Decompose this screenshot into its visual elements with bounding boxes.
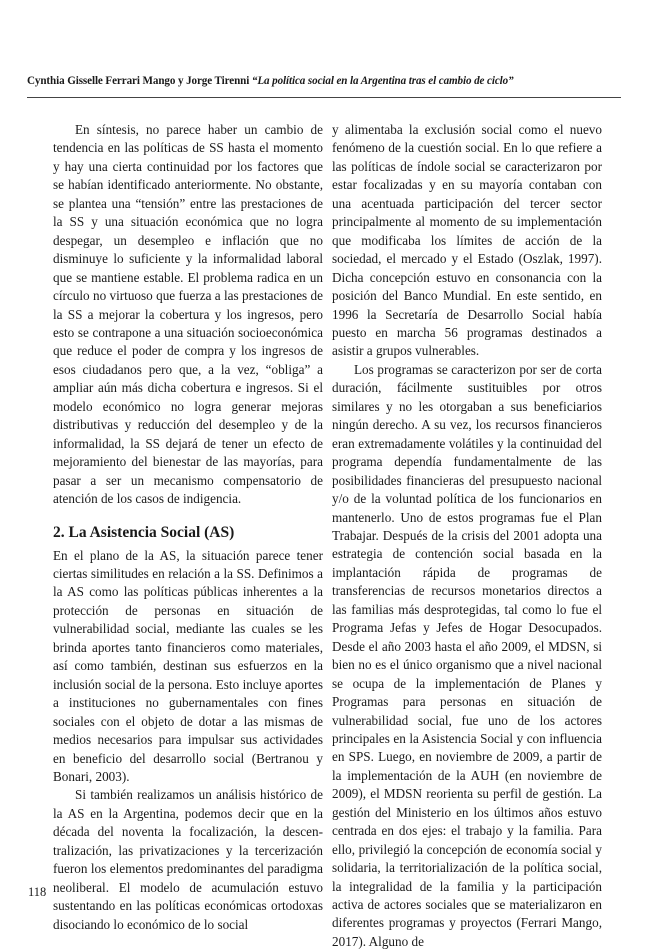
left-column [53, 121, 323, 934]
paragraph-as-definition: En el plano de la AS, la situación parece tener ciertas similitudes en relación a la SS. Definimos a la AS como las políticas públicas inherentes a la protección de personas en situación de vulnerabilidad social, mediante las cuales se les brinda aportes tanto financieros como materiales, así como también, destinan sus esfuerzos en la inclusión social de la persona. Esto incluye aportes a instituciones no gubernamentales con fines sociales con el objeto de dotar a las mismas de medios necesarios para impulsar sus actividades en beneficio del desarrollo social (Bertranou y Bonari, 2003). [53, 547, 323, 784]
paragraph-programs: Los programas se caracterizon por ser de corta duración, fácilmente sustituibles por otros similares y no les otorgaban a sus beneficiarios ningún derecho. A su vez, los recursos financieros eran extremadamente volátiles y la continuidad del programa dependía fundamentalmente de las posibilidades financieras del presupuesto nacional y/o de la voluntad política de los funcionarios en mantenerlo. Uno de estos programas fue el Plan Trabajar. Después de la crisis del 2001 adopta una estrategia de contención social basada en la implantación rápida de programas de transferencias de recursos monetarios directos a las familias más desprotegidas, tal como lo fue el Programa Jefas y Jefes de Hogar Desocupados. Desde el año 2003 hasta el año 2009, el MDSN, si bien no es el único organismo que a nivel nacional se ocupa de la implementación de Planes y Programas para personas en situación de vulnerabilidad social, fue uno de los actores principales en la Asistencia Social y con influencia en SPS. Luego, en noviembre de 2009, a partir de la implementación de la AUH (en noviembre de 2009), el MDSN reorienta su perfil de gestión. La gestión del Ministerio en los últimos años estuvo centrada en dos ejes: el trabajo y la familia. Para ello, privilegió la concepción de economía social y solidaria, la territorialización de la política social, la integralidad de la familia y la participación activa de actores sociales que se materializaron en diferentes programas y proyectos (Ferrari Mango, 2017). Alguno de [332, 361, 602, 949]
paragraph-synthesis: En síntesis, no parece haber un cambio de tendencia en las políticas de SS hasta el momento y hay una cierta continuidad por los factores que se habían identificado anteriormente. No obstante, se plantea una “tensión” entre las prestaciones de la SS y una situación económica que no logra despegar, un desempleo e inflación que no disminuye lo suficiente y la informalidad laboral que se mantiene estable. El problema radica en un círculo no virtuoso que fuerza a las prestaciones de la SS a mejorar la cobertura y los ingresos, pero esto se contrapone a una situación socioeconómica que reduce el poder de compra y los ingresos de esos ciudadanos pero que, a la vez, “obliga” a ampliar aún más dicha cobertura e ingresos. Si el modelo económico no logra generar mejoras distributivas y reducción del desempleo y de la informalidad, la SS dejará de tener un efecto de mejoramiento del bienestar de las mayorías, para pasar a ser un mecanismo compensatorio de atención de los casos de indigencia. [53, 122, 323, 507]
header-authors: Cynthia Gisselle Ferrari Mango y Jorge Tirenni [27, 75, 250, 87]
section-heading: 2. La Asistencia Social (AS) [53, 523, 235, 541]
running-header [27, 74, 627, 88]
right-column [332, 121, 602, 951]
header-rule [27, 97, 621, 98]
paragraph-exclusion: y alimentaba la exclusión social como el nuevo fenómeno de la cuestión social. En lo que refiere a las políticas de índole social se caracterizaron por estar focalizadas y en su mayoría contaban con una acentuada participación del tercer sector principalmente al momento de su implementación que modificaba los límites de acción de la sociedad, el mercado y el Estado (Oszlak, 1997). Dicha concepción estuvo en consonancia con la posición del Banco Mundial. En este sentido, en 1996 la Secretaría de Desarrollo Social había puesto en marcha 56 programas destinados a asistir a grupos vulnerables. [332, 122, 602, 359]
header-article-title: “La política social en la Argentina tras el cambio de ciclo” [251, 75, 514, 87]
paragraph-historical-analysis: Si también realizamos un análisis histórico de la AS en la Argentina, podemos decir que en la década del noventa la focalización, la descentralización, las privatizaciones y la tercerización fueron los elementos predominantes del paradigma neoliberal. El modelo de acumulación estuvo sustentando en las políticas económicas ortodoxas disociando lo económico de lo social [53, 787, 323, 932]
page-number: 118 [28, 885, 47, 899]
